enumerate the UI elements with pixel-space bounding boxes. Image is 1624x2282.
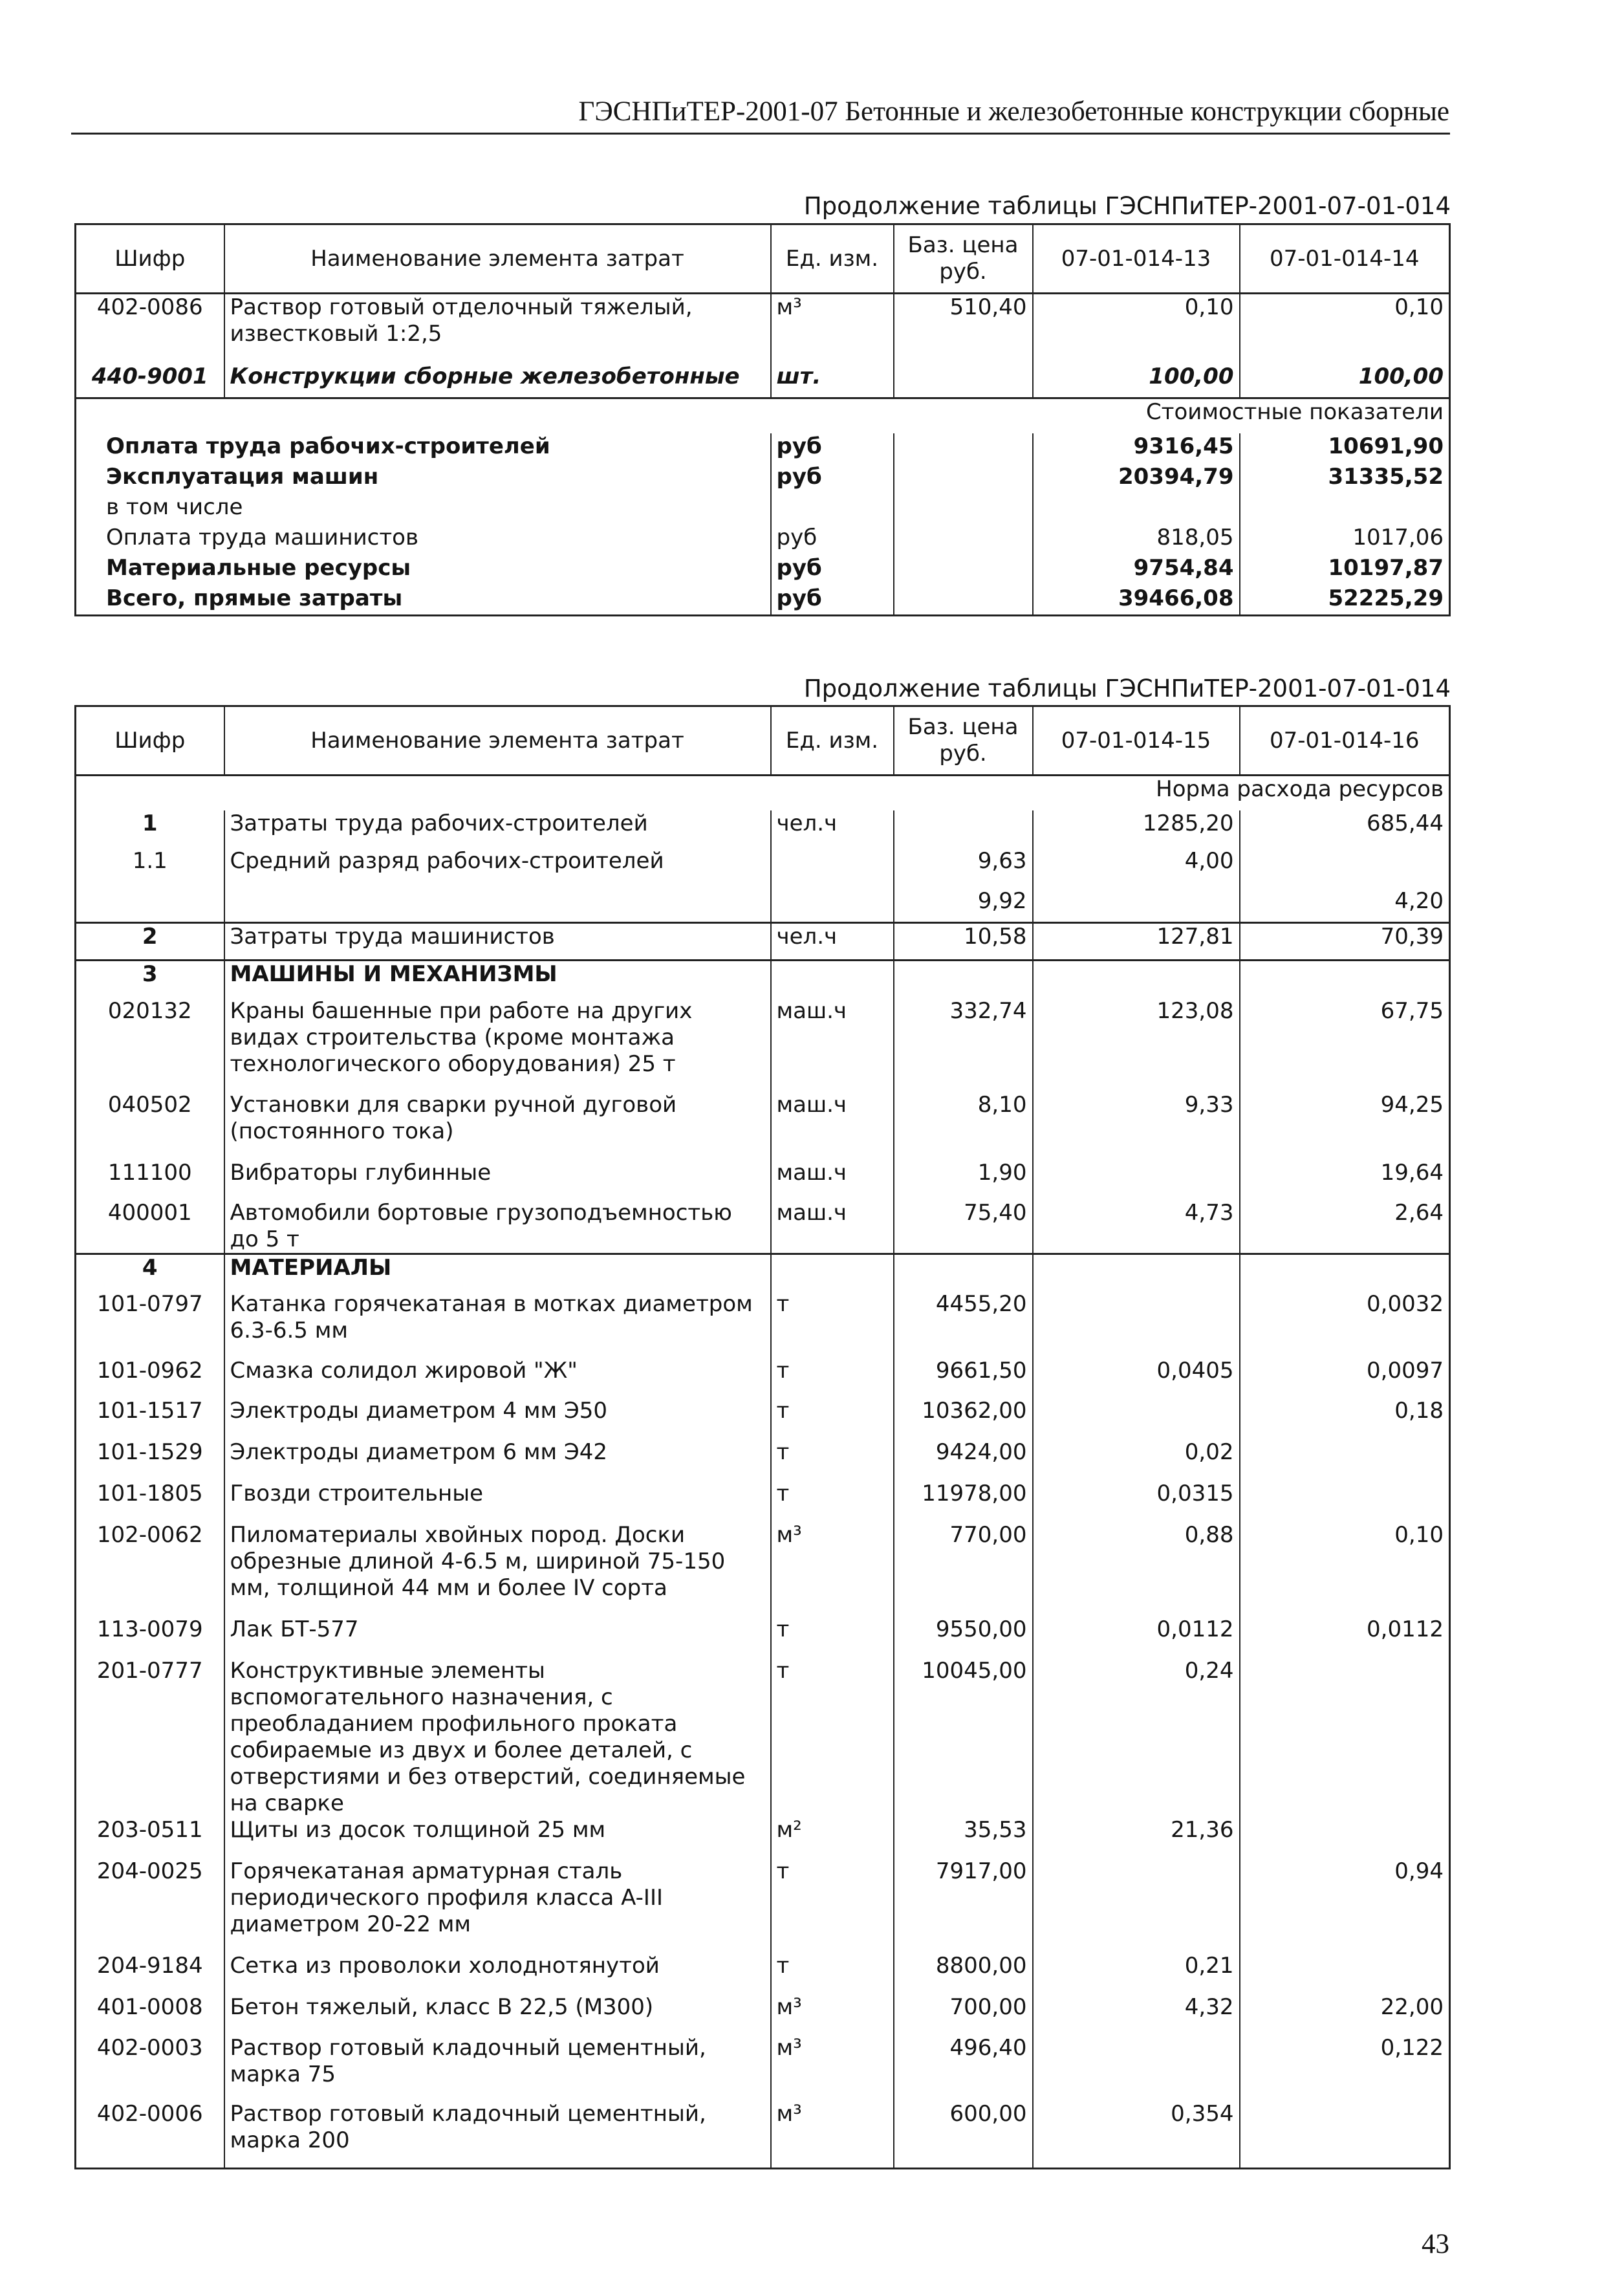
unit: руб — [771, 555, 894, 585]
section-heading-row — [76, 961, 1450, 998]
value-col2: 0,10 — [1240, 1522, 1450, 1616]
value-col1: 0,0112 — [1033, 1616, 1240, 1658]
value-col1: 9316,45 — [1033, 433, 1240, 464]
value-col2 — [1240, 1953, 1450, 1994]
header-code: Шифр — [76, 224, 224, 294]
value-col1: 0,354 — [1033, 2101, 1240, 2168]
value-col1: 123,08 — [1033, 998, 1240, 1092]
unit — [771, 888, 894, 923]
unit: т — [771, 1616, 894, 1658]
summary-row — [76, 494, 1450, 525]
resource-code: 101-0797 — [76, 1291, 224, 1358]
table-row — [76, 1616, 1450, 1658]
resource-code: 402-0003 — [76, 2035, 224, 2101]
value-col1: 1285,20 — [1033, 810, 1240, 848]
table-row — [76, 2035, 1450, 2101]
value-col2 — [1240, 1439, 1450, 1481]
header-name: Наименование элемента затрат — [224, 706, 771, 776]
unit: маш.ч — [771, 1092, 894, 1160]
table-row — [76, 1994, 1450, 2035]
resource-name: Затраты труда машинистов — [224, 923, 771, 961]
value-col2: 10197,87 — [1240, 555, 1450, 585]
resource-code: 040502 — [76, 1092, 224, 1160]
table-row — [76, 1200, 1450, 1254]
unit: т — [771, 1439, 894, 1481]
base-price: 770,00 — [894, 1522, 1033, 1616]
value-col2: 2,64 — [1240, 1200, 1450, 1254]
table2-body — [76, 776, 1450, 2169]
value-col2: 4,20 — [1240, 888, 1450, 923]
summary-row — [76, 555, 1450, 585]
resource-name: Лак БТ-577 — [224, 1616, 771, 1658]
base-price: 10,58 — [894, 923, 1033, 961]
value-col1: 0,0405 — [1033, 1358, 1240, 1398]
base-price: 8800,00 — [894, 1953, 1033, 1994]
unit: маш.ч — [771, 998, 894, 1092]
table-row — [76, 1953, 1450, 1994]
base-price: 75,40 — [894, 1200, 1033, 1254]
table2-continuation-caption: Продолжение таблицы ГЭСНПиТЕР-2001-07-01-014 — [803, 675, 1451, 702]
unit: чел.ч — [771, 923, 894, 961]
value-col2: 0,0112 — [1240, 1616, 1450, 1658]
table-row — [76, 1398, 1450, 1439]
summary-row — [76, 433, 1450, 464]
base-price: 332,74 — [894, 998, 1033, 1092]
resource-code: 402-0086 — [76, 294, 224, 364]
value-col2: 1017,06 — [1240, 525, 1450, 555]
value-col1 — [1033, 888, 1240, 923]
unit — [771, 1254, 894, 1291]
unit: маш.ч — [771, 1200, 894, 1254]
resource-code: 101-0962 — [76, 1358, 224, 1398]
base-price: 9550,00 — [894, 1616, 1033, 1658]
unit: т — [771, 1658, 894, 1817]
unit: т — [771, 1291, 894, 1358]
resource-name: Электроды диаметром 4 мм Э50 — [224, 1398, 771, 1439]
value-col2 — [1240, 961, 1450, 998]
value-col1: 9,33 — [1033, 1092, 1240, 1160]
base-price: 10362,00 — [894, 1398, 1033, 1439]
value-col2: 0,94 — [1240, 1858, 1450, 1953]
base-price: 9,92 — [894, 888, 1033, 923]
value-col1: 0,21 — [1033, 1953, 1240, 1994]
table-row — [76, 848, 1450, 888]
unit: м² — [771, 1817, 894, 1858]
table-row — [76, 1092, 1450, 1160]
summary-row — [76, 525, 1450, 555]
resource-code: 1.1 — [76, 848, 224, 888]
value-col2 — [1240, 1481, 1450, 1522]
table-row — [76, 1358, 1450, 1398]
value-col1 — [1033, 494, 1240, 525]
resource-name: Пиломатериалы хвойных пород. Доски обрезные длиной 4-6.5 м, шириной 75-150 мм, толщиной 44 мм и более IV сорта — [224, 1522, 771, 1616]
header-name: Наименование элемента затрат — [224, 224, 771, 294]
resource-code: 203-0511 — [76, 1817, 224, 1858]
base-price: 8,10 — [894, 1092, 1033, 1160]
value-col2: 19,64 — [1240, 1160, 1450, 1200]
header-unit: Ед. изм. — [771, 224, 894, 294]
unit: м³ — [771, 294, 894, 364]
value-col2: 31335,52 — [1240, 464, 1450, 494]
summary-label: Оплата труда машинистов — [76, 525, 771, 555]
section-heading-row — [76, 1254, 1450, 1291]
summary-row — [76, 585, 1450, 616]
unit: т — [771, 1398, 894, 1439]
base-price: 510,40 — [894, 294, 1033, 364]
value-col1: 0,0315 — [1033, 1481, 1240, 1522]
unit: м³ — [771, 2035, 894, 2101]
base-price — [894, 494, 1033, 525]
header-col2: 07-01-014-16 — [1240, 706, 1450, 776]
table-row — [76, 810, 1450, 848]
resource-name: Конструктивные элементы вспомогательного назначения, с преобладанием профильного проката собираемые из двух и более деталей, с отверстиями и без отверстий, соединяемые на сварке — [224, 1658, 771, 1817]
resource-name: Щиты из досок толщиной 25 мм — [224, 1817, 771, 1858]
value-col2 — [1240, 1817, 1450, 1858]
unit: руб — [771, 464, 894, 494]
base-price: 1,90 — [894, 1160, 1033, 1200]
table1-header — [76, 224, 1450, 294]
table-row — [76, 1481, 1450, 1522]
resource-code: 020132 — [76, 998, 224, 1092]
resource-name: Катанка горячекатаная в мотках диаметром 6.3-6.5 мм — [224, 1291, 771, 1358]
summary-label: Материальные ресурсы — [76, 555, 771, 585]
base-price: 35,53 — [894, 1817, 1033, 1858]
table-row — [76, 888, 1450, 923]
section-header-row — [76, 776, 1450, 810]
value-col1 — [1033, 1160, 1240, 1200]
value-col1 — [1033, 1291, 1240, 1358]
value-col1: 4,73 — [1033, 1200, 1240, 1254]
value-col2: 0,18 — [1240, 1398, 1450, 1439]
base-price — [894, 464, 1033, 494]
header-col1: 07-01-014-13 — [1033, 224, 1240, 294]
unit: м³ — [771, 1522, 894, 1616]
base-price: 7917,00 — [894, 1858, 1033, 1953]
unit — [771, 961, 894, 998]
base-price: 9661,50 — [894, 1358, 1033, 1398]
unit — [771, 848, 894, 888]
value-col1 — [1033, 2035, 1240, 2101]
table1-continuation-caption: Продолжение таблицы ГЭСНПиТЕР-2001-07-01-014 — [803, 192, 1451, 220]
resource-code: 4 — [76, 1254, 224, 1291]
resource-name: Смазка солидол жировой "Ж" — [224, 1358, 771, 1398]
base-price: 11978,00 — [894, 1481, 1033, 1522]
resource-code: 113-0079 — [76, 1616, 224, 1658]
resource-code: 101-1805 — [76, 1481, 224, 1522]
value-col1 — [1033, 1398, 1240, 1439]
value-col1 — [1033, 1254, 1240, 1291]
resource-code: 201-0777 — [76, 1658, 224, 1817]
unit: т — [771, 1953, 894, 1994]
base-price — [894, 433, 1033, 464]
table-row — [76, 1160, 1450, 1200]
unit: маш.ч — [771, 1160, 894, 1200]
resource-name: Сетка из проволоки холоднотянутой — [224, 1953, 771, 1994]
resource-name: Раствор готовый кладочный цементный, марка 75 — [224, 2035, 771, 2101]
page-number: 43 — [1422, 2229, 1449, 2259]
summary-label: Эксплуатация машин — [76, 464, 771, 494]
resource-code: 101-1529 — [76, 1439, 224, 1481]
resource-name: Раствор готовый кладочный цементный, марка 200 — [224, 2101, 771, 2168]
value-col2: 52225,29 — [1240, 585, 1450, 616]
resource-code: 204-0025 — [76, 1858, 224, 1953]
value-col2 — [1240, 2101, 1450, 2168]
unit: руб — [771, 585, 894, 616]
resource-name: Средний разряд рабочих-строителей — [224, 848, 771, 888]
resource-code: 440-9001 — [76, 364, 224, 398]
value-col2 — [1240, 1254, 1450, 1291]
table-row — [76, 364, 1450, 398]
section-spacer — [76, 398, 1033, 433]
table2-resource-norms — [74, 705, 1451, 2169]
value-col1: 0,02 — [1033, 1439, 1240, 1481]
header-col2: 07-01-014-14 — [1240, 224, 1450, 294]
unit: м³ — [771, 2101, 894, 2168]
section-label: Стоимостные показатели — [1033, 398, 1450, 433]
unit: т — [771, 1358, 894, 1398]
table-row — [76, 1817, 1450, 1858]
table1-body — [76, 294, 1450, 616]
resource-name: МАШИНЫ И МЕХАНИЗМЫ — [224, 961, 771, 998]
value-col2 — [1240, 848, 1450, 888]
header-rule — [71, 133, 1450, 135]
resource-code: 401-0008 — [76, 1994, 224, 2035]
resource-name: Гвозди строительные — [224, 1481, 771, 1522]
value-col1: 39466,08 — [1033, 585, 1240, 616]
summary-label: Оплата труда рабочих-строителей — [76, 433, 771, 464]
section-label: Норма расхода ресурсов — [1033, 776, 1450, 810]
value-col1: 0,24 — [1033, 1658, 1240, 1817]
base-price: 10045,00 — [894, 1658, 1033, 1817]
value-col2: 0,122 — [1240, 2035, 1450, 2101]
header-unit: Ед. изм. — [771, 706, 894, 776]
unit: м³ — [771, 1994, 894, 2035]
resource-code: 402-0006 — [76, 2101, 224, 2168]
resource-code: 204-9184 — [76, 1953, 224, 1994]
table-row — [76, 923, 1450, 961]
unit: руб — [771, 525, 894, 555]
resource-name: Установки для сварки ручной дуговой (постоянного тока) — [224, 1092, 771, 1160]
table2-header — [76, 706, 1450, 776]
base-price — [894, 1254, 1033, 1291]
table1-cost-indicators — [74, 223, 1451, 616]
resource-name: Горячекатаная арматурная сталь периодического профиля класса A-III диаметром 20-22 мм — [224, 1858, 771, 1953]
resource-code: 102-0062 — [76, 1522, 224, 1616]
unit: шт. — [771, 364, 894, 398]
base-price — [894, 364, 1033, 398]
unit: руб — [771, 433, 894, 464]
base-price: 496,40 — [894, 2035, 1033, 2101]
value-col1: 818,05 — [1033, 525, 1240, 555]
resource-name — [224, 888, 771, 923]
resource-code: 3 — [76, 961, 224, 998]
header-code: Шифр — [76, 706, 224, 776]
value-col1: 100,00 — [1033, 364, 1240, 398]
unit: чел.ч — [771, 810, 894, 848]
value-col2: 0,10 — [1240, 294, 1450, 364]
unit: т — [771, 1481, 894, 1522]
value-col2: 94,25 — [1240, 1092, 1450, 1160]
value-col1: 21,36 — [1033, 1817, 1240, 1858]
value-col2: 67,75 — [1240, 998, 1450, 1092]
value-col2: 0,0032 — [1240, 1291, 1450, 1358]
unit: т — [771, 1858, 894, 1953]
value-col1: 127,81 — [1033, 923, 1240, 961]
resource-name: МАТЕРИАЛЫ — [224, 1254, 771, 1291]
summary-label: в том числе — [76, 494, 771, 525]
value-col1 — [1033, 1858, 1240, 1953]
header-base-price: Баз. цена руб. — [894, 706, 1033, 776]
base-price: 9424,00 — [894, 1439, 1033, 1481]
value-col1: 20394,79 — [1033, 464, 1240, 494]
value-col2: 22,00 — [1240, 1994, 1450, 2035]
base-price: 9,63 — [894, 848, 1033, 888]
table-row — [76, 1291, 1450, 1358]
base-price — [894, 810, 1033, 848]
header-base-price: Баз. цена руб. — [894, 224, 1033, 294]
section-header-row — [76, 398, 1450, 433]
value-col1: 4,32 — [1033, 1994, 1240, 2035]
base-price: 4455,20 — [894, 1291, 1033, 1358]
resource-code: 1 — [76, 810, 224, 848]
value-col1: 4,00 — [1033, 848, 1240, 888]
value-col2: 100,00 — [1240, 364, 1450, 398]
summary-label: Всего, прямые затраты — [76, 585, 771, 616]
resource-name: Бетон тяжелый, класс В 22,5 (М300) — [224, 1994, 771, 2035]
value-col2: 685,44 — [1240, 810, 1450, 848]
base-price — [894, 961, 1033, 998]
resource-name: Конструкции сборные железобетонные — [224, 364, 771, 398]
value-col1: 0,88 — [1033, 1522, 1240, 1616]
base-price — [894, 525, 1033, 555]
resource-name: Вибраторы глубинные — [224, 1160, 771, 1200]
running-header: ГЭСНПиТЕР-2001-07 Бетонные и железобетонные конструкции сборные — [578, 96, 1449, 127]
value-col2 — [1240, 494, 1450, 525]
value-col2: 0,0097 — [1240, 1358, 1450, 1398]
base-price: 700,00 — [894, 1994, 1033, 2035]
resource-code: 101-1517 — [76, 1398, 224, 1439]
resource-name: Электроды диаметром 6 мм Э42 — [224, 1439, 771, 1481]
value-col1: 9754,84 — [1033, 555, 1240, 585]
resource-name: Автомобили бортовые грузоподъемностью до 5 т — [224, 1200, 771, 1254]
value-col2: 10691,90 — [1240, 433, 1450, 464]
table-row — [76, 294, 1450, 364]
table-row — [76, 1522, 1450, 1616]
value-col1: 0,10 — [1033, 294, 1240, 364]
resource-code: 400001 — [76, 1200, 224, 1254]
table-row — [76, 1858, 1450, 1953]
value-col1 — [1033, 961, 1240, 998]
resource-name: Раствор готовый отделочный тяжелый, известковый 1:2,5 — [224, 294, 771, 364]
resource-name: Затраты труда рабочих-строителей — [224, 810, 771, 848]
section-spacer — [76, 776, 1033, 810]
unit — [771, 494, 894, 525]
value-col2 — [1240, 1658, 1450, 1817]
resource-code: 111100 — [76, 1160, 224, 1200]
resource-code — [76, 888, 224, 923]
summary-row — [76, 464, 1450, 494]
table-row — [76, 1658, 1450, 1817]
value-col2: 70,39 — [1240, 923, 1450, 961]
base-price — [894, 585, 1033, 616]
header-col1: 07-01-014-15 — [1033, 706, 1240, 776]
base-price: 600,00 — [894, 2101, 1033, 2168]
resource-name: Краны башенные при работе на других видах строительства (кроме монтажа технологического оборудования) 25 т — [224, 998, 771, 1092]
base-price — [894, 555, 1033, 585]
table-row — [76, 998, 1450, 1092]
table-row — [76, 1439, 1450, 1481]
table-row — [76, 2101, 1450, 2168]
resource-code: 2 — [76, 923, 224, 961]
